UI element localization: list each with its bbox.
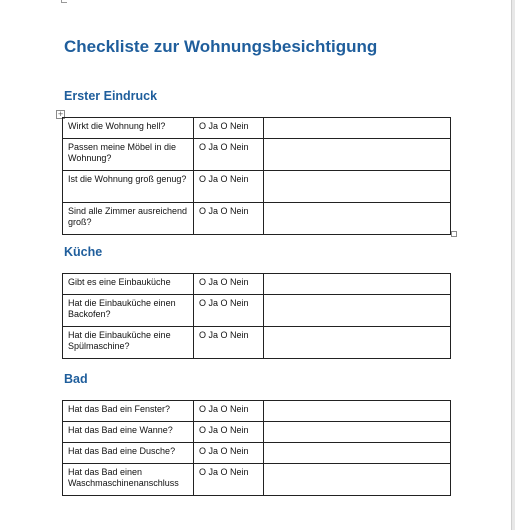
table-move-handle-icon[interactable]: + xyxy=(57,110,64,118)
table-row xyxy=(63,203,451,235)
answer-options-cell[interactable]: O Ja O Nein xyxy=(194,274,264,295)
table-resize-handle[interactable] xyxy=(451,231,457,237)
answer-options-cell[interactable]: O Ja O Nein xyxy=(194,295,264,327)
question-cell: Wirkt die Wohnung hell? xyxy=(63,118,194,139)
section-heading-erster-eindruck: Erster Eindruck xyxy=(64,89,158,103)
question-cell: Hat das Bad eine Dusche? xyxy=(63,443,194,464)
answer-options-cell[interactable]: O Ja O Nein xyxy=(194,171,264,203)
checklist-table-bad xyxy=(62,400,451,496)
answer-options-cell[interactable]: O Ja O Nein xyxy=(194,327,264,359)
question-cell: Passen meine Möbel in die Wohnung? xyxy=(63,139,194,171)
notes-cell[interactable] xyxy=(264,401,451,422)
question-cell: Hat das Bad einen Waschmaschinenanschluss xyxy=(63,464,194,496)
question-cell: Gibt es eine Einbauküche xyxy=(63,274,194,295)
question-cell: Sind alle Zimmer ausreichend groß? xyxy=(63,203,194,235)
question-cell: Hat die Einbauküche eine Spülmaschine? xyxy=(63,327,194,359)
answer-options-cell[interactable]: O Ja O Nein xyxy=(194,118,264,139)
question-cell: Ist die Wohnung groß genug? xyxy=(63,171,194,203)
notes-cell[interactable] xyxy=(264,118,451,139)
section-heading-bad: Bad xyxy=(64,372,88,386)
notes-cell[interactable] xyxy=(264,203,451,235)
table-row xyxy=(63,118,451,139)
answer-options-cell[interactable]: O Ja O Nein xyxy=(194,422,264,443)
answer-options-cell[interactable]: O Ja O Nein xyxy=(194,464,264,496)
section-heading-kueche: Küche xyxy=(64,245,103,259)
table-row xyxy=(63,327,451,359)
answer-options-cell[interactable]: O Ja O Nein xyxy=(194,443,264,464)
table-row xyxy=(63,422,451,443)
table-row xyxy=(63,443,451,464)
table-row xyxy=(63,274,451,295)
table-row xyxy=(63,401,451,422)
checklist-table-erster-eindruck xyxy=(62,117,451,235)
notes-cell[interactable] xyxy=(264,327,451,359)
notes-cell[interactable] xyxy=(264,464,451,496)
notes-cell[interactable] xyxy=(264,443,451,464)
table-row xyxy=(63,295,451,327)
notes-cell[interactable] xyxy=(264,274,451,295)
table-row xyxy=(63,464,451,496)
answer-options-cell[interactable]: O Ja O Nein xyxy=(194,401,264,422)
margin-marker xyxy=(61,0,67,3)
answer-options-cell[interactable]: O Ja O Nein xyxy=(194,139,264,171)
document-title: Checkliste zur Wohnungsbesichtigung xyxy=(64,37,378,56)
notes-cell[interactable] xyxy=(264,139,451,171)
notes-cell[interactable] xyxy=(264,295,451,327)
question-cell: Hat die Einbauküche einen Backofen? xyxy=(63,295,194,327)
table-row xyxy=(63,171,451,203)
notes-cell[interactable] xyxy=(264,422,451,443)
answer-options-cell[interactable]: O Ja O Nein xyxy=(194,203,264,235)
question-cell: Hat das Bad ein Fenster? xyxy=(63,401,194,422)
question-cell: Hat das Bad eine Wanne? xyxy=(63,422,194,443)
table-row xyxy=(63,139,451,171)
checklist-table-kueche xyxy=(62,273,451,359)
notes-cell[interactable] xyxy=(264,171,451,203)
